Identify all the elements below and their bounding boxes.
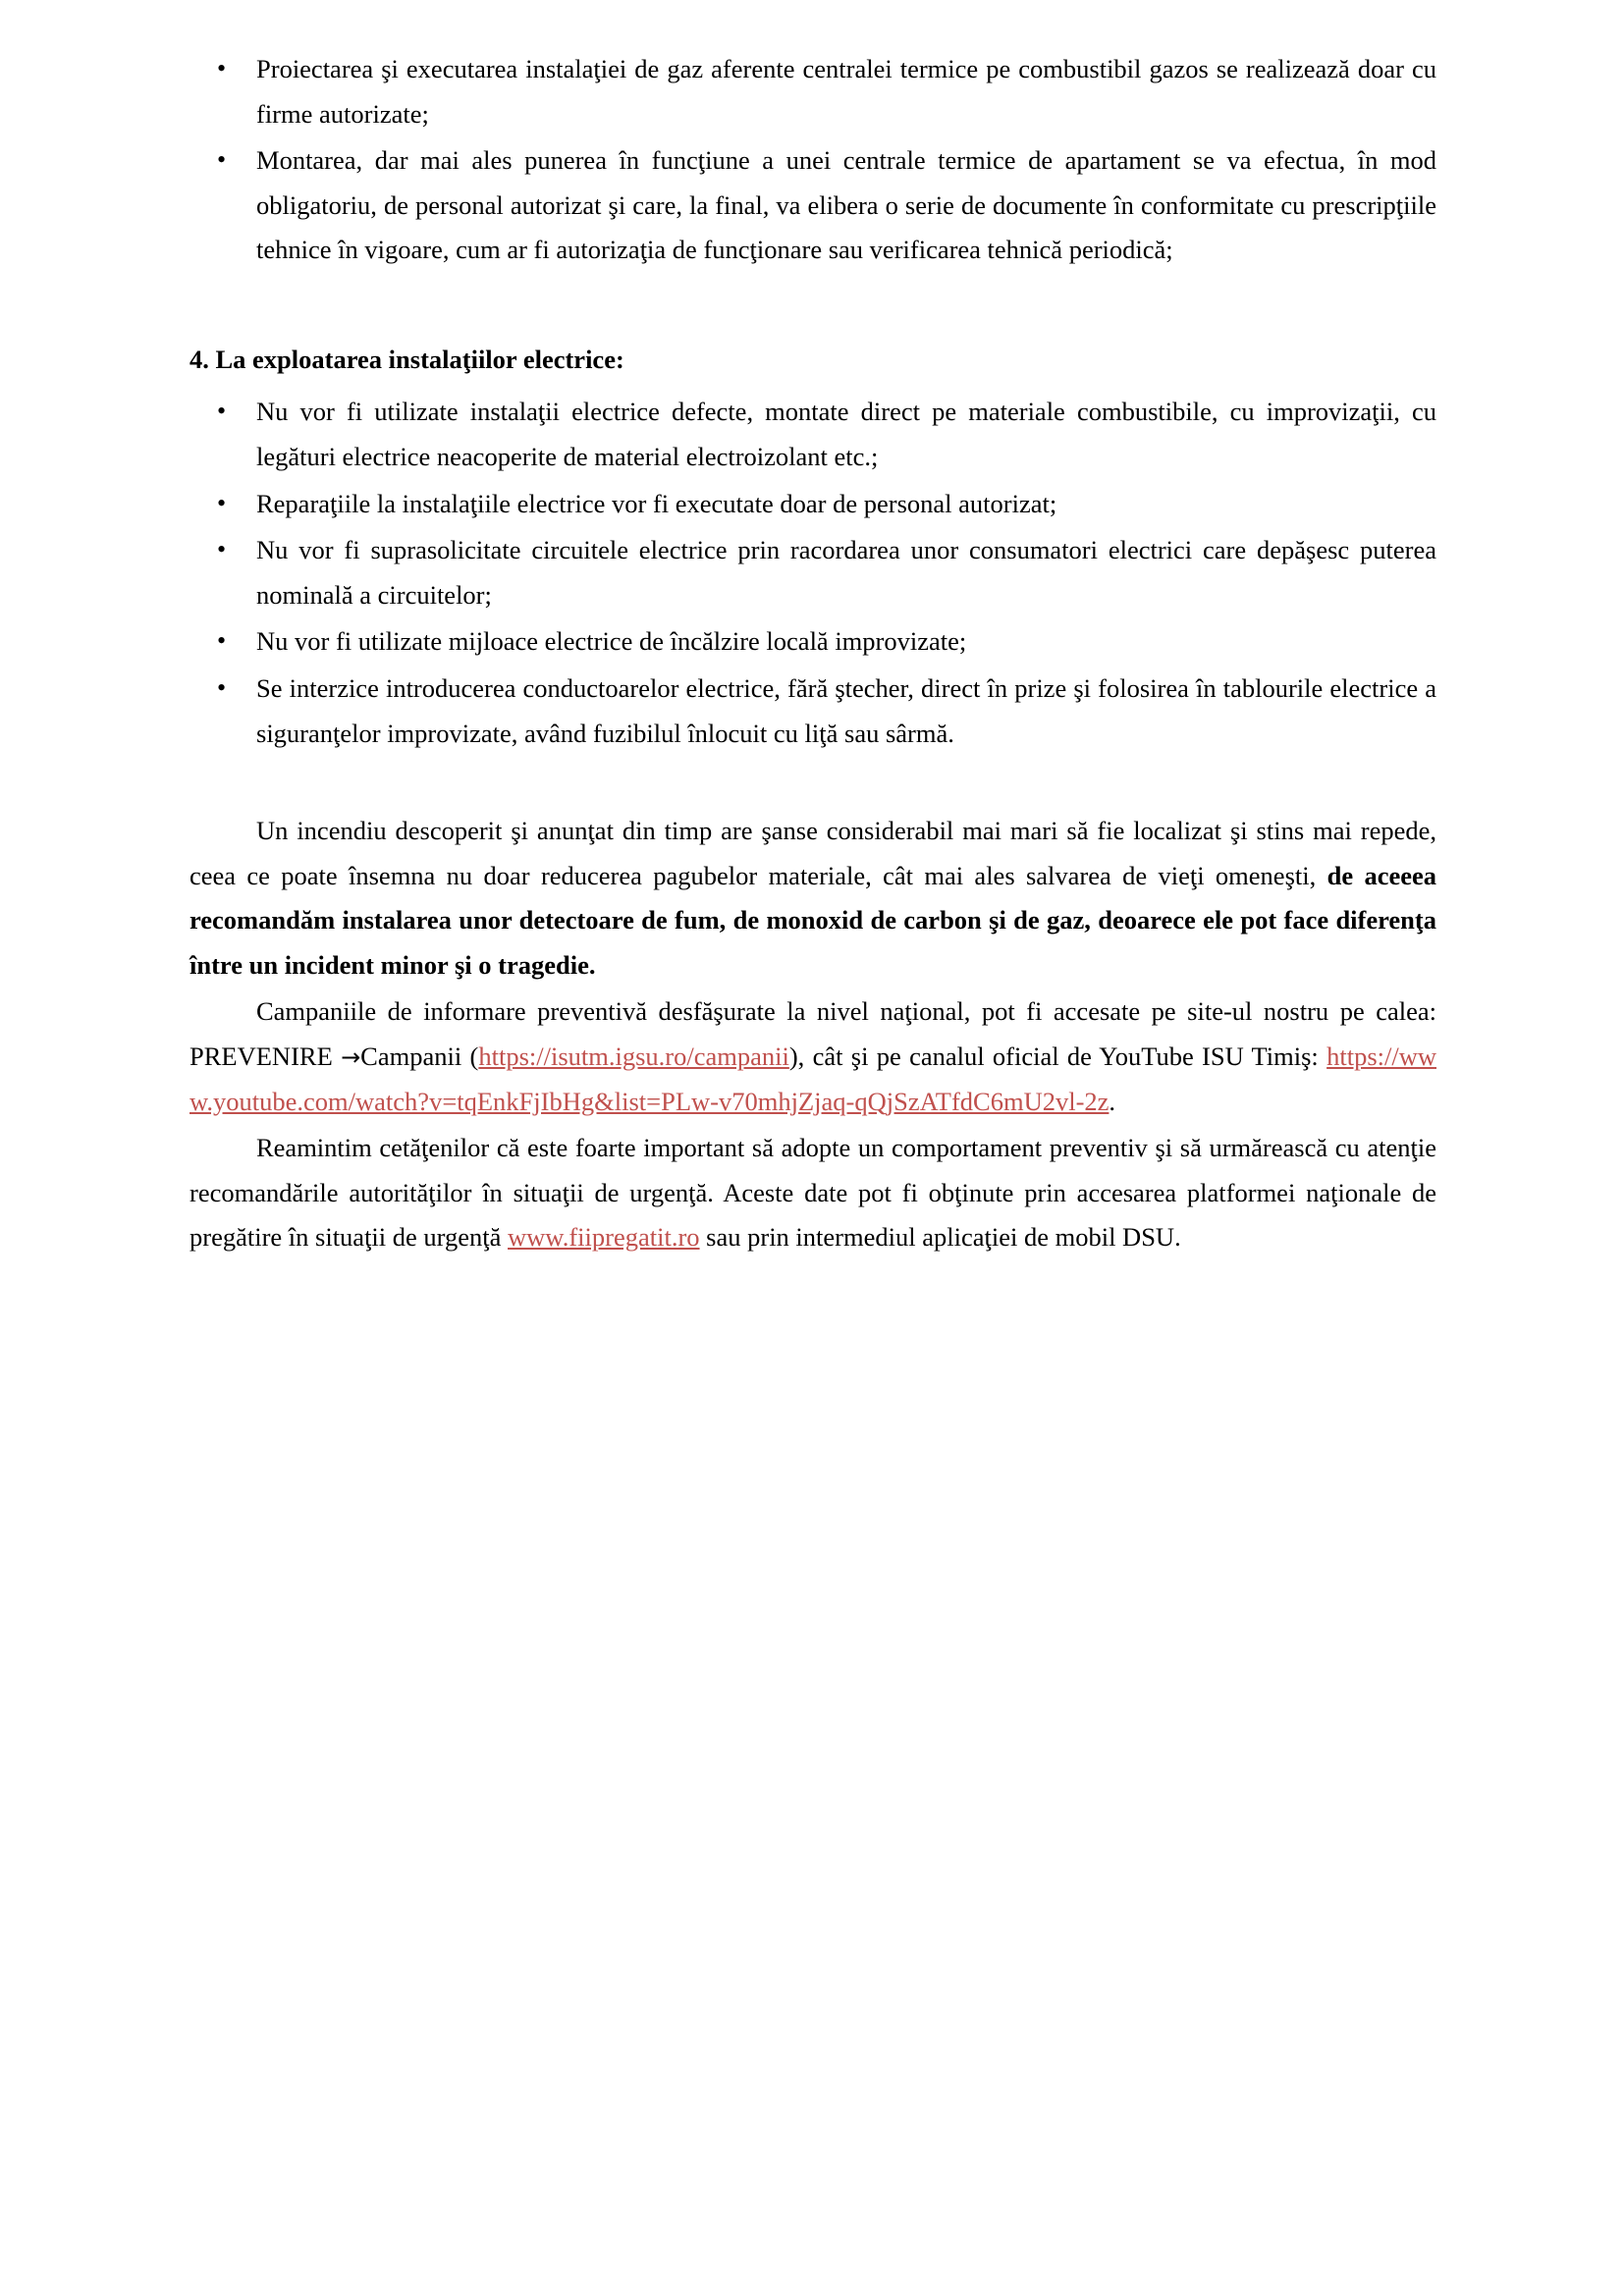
- link-fiipregatit[interactable]: www.fiipregatit.ro: [508, 1222, 700, 1253]
- paragraph-reminder-text-1: Reamintim cetăţenilor că este foarte important să adopte un comportament preventiv şi să urmărească cu atenţie recomandările autorităţilor în situaţii de urgenţă. Aceste date pot fi obţinute prin accesarea platformei naţionale de pregătire în situaţii de urgenţă: [189, 1133, 1436, 1253]
- gas-installation-bullet-list: [189, 47, 1436, 273]
- document-body: [189, 47, 1436, 1262]
- paragraph-campaigns-text-2: Campanii (: [360, 1041, 479, 1071]
- list-item: • Nu vor fi utilizate instalaţii electrice defecte, montate direct pe materiale combustibile, cu improvizaţii, cu legături electrice neacoperite de material electroizolant etc.;: [189, 390, 1436, 479]
- link-campanii[interactable]: https://isutm.igsu.ro/campanii: [478, 1041, 789, 1071]
- list-item: • Nu vor fi utilizate mijloace electrice de încălzire locală improvizate;: [189, 619, 1436, 665]
- link-youtube-playlist[interactable]: https://www.youtube.com/watch?v=tqEnkFjIbHg&list=PLw-v70mhjZjaq-qQjSzATfdC6mU2vl-2z: [189, 1041, 1437, 1116]
- list-item: • Reparaţiile la instalaţiile electrice vor fi executate doar de personal autorizat;: [189, 482, 1436, 527]
- paragraph-fire-text: Un incendiu descoperit şi anunţat din timp are şanse considerabil mai mari să fie localizat şi stins mai repede, ceea ce poate însemna nu doar reducerea pagubelor materiale, cât mai ales salvarea de vieţi omeneşti,: [189, 816, 1436, 890]
- paragraph-fire-emphasis: de aceeea recomandăm instalarea unor detectoare de fum, de monoxid de carbon şi de gaz, deoarece ele pot face diferenţa între un incident minor şi o tragedie.: [189, 860, 1436, 980]
- section-heading-4: 4. La exploatarea instalaţiilor electrice:: [189, 344, 624, 374]
- spacer: [189, 758, 1436, 809]
- list-item: • Montarea, dar mai ales punerea în funcţiune a unei centrale termice de apartament se va efectua, în mod obligatoriu, de personal autorizat şi care, la final, va elibera o serie de documente în conformitate cu prescripţiile tehnice în vigoare, cum ar fi autorizaţia de funcţionare sau verificarea tehnică periodică;: [189, 138, 1436, 273]
- paragraph-campaigns-text-1: Campaniile de informare preventivă desfăşurate la nivel naţional, pot fi accesate pe site-ul nostru pe calea: PREVENIRE: [189, 996, 1436, 1071]
- paragraph-reminder: [189, 1126, 1436, 1260]
- arrow-right-icon: →: [341, 1042, 361, 1071]
- paragraph-campaigns: [189, 989, 1436, 1124]
- paragraph-fire-detection: [189, 809, 1436, 988]
- paragraph-reminder-text-2: sau prin intermediul aplicaţiei de mobil DSU.: [699, 1222, 1181, 1253]
- paragraph-campaigns-end: .: [1109, 1086, 1116, 1116]
- electric-installation-bullet-list: [189, 390, 1436, 756]
- list-item: • Proiectarea şi executarea instalaţiei de gaz aferente centralei termice pe combustibil gazos se realizează doar cu firme autorizate;: [189, 47, 1436, 136]
- spacer: [189, 275, 1436, 300]
- list-item: • Se interzice introducerea conductoarelor electrice, fără ştecher, direct în prize şi folosirea în tablourile electrice a siguranţelor improvizate, având fuzibilul înlocuit cu liţă sau sârmă.: [189, 667, 1436, 756]
- list-item: • Nu vor fi suprasolicitate circuitele electrice prin racordarea unor consumatori electrici care depăşesc puterea nominală a circuitelor;: [189, 528, 1436, 617]
- paragraph-campaigns-text-3: ), cât şi pe canalul oficial de YouTube ISU Timiş:: [788, 1041, 1327, 1071]
